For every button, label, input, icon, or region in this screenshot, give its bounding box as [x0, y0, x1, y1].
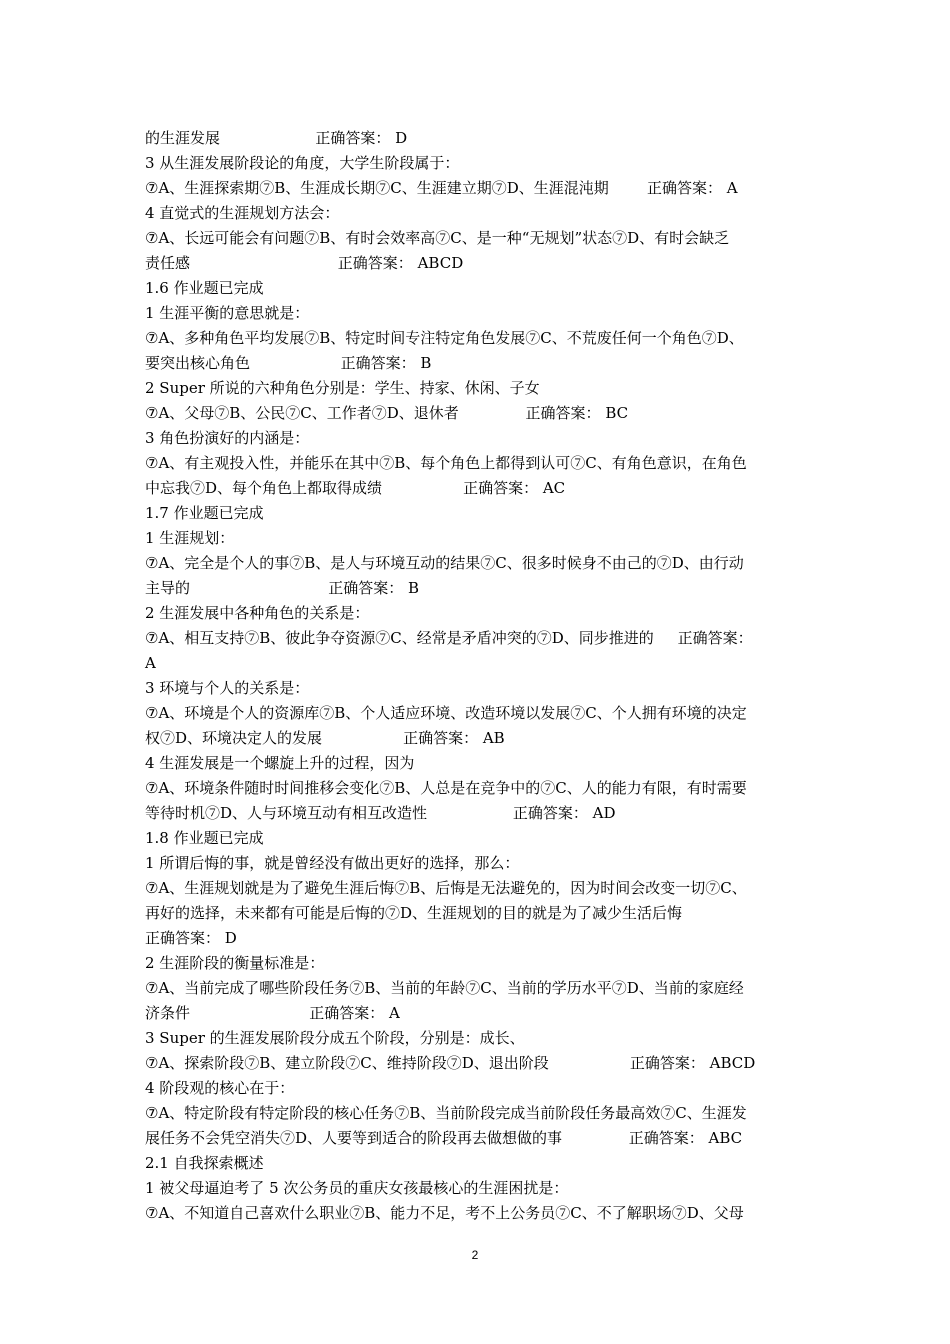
text-line: ⑦A、有主观投入性，并能乐在其中⑦B、每个角色上都得到认可⑦C、有角色意识，在角色	[145, 454, 747, 472]
text-line: ⑦A、环境条件随时时间推移会变化⑦B、人总是在竞争中的⑦C、人的能力有限，有时需要	[145, 779, 747, 797]
text-line: ⑦A、多种角色平均发展⑦B、特定时间专注特定角色发展⑦C、不荒废任何一个角色⑦D、	[145, 329, 744, 347]
text-line: 权⑦D、环境决定人的发展 正确答案： AB	[145, 729, 505, 747]
text-line: ⑦A、完全是个人的事⑦B、是人与环境互动的结果⑦C、很多时候身不由己的⑦D、由行动	[145, 554, 744, 572]
text-line: 4 阶段观的核心在于：	[145, 1079, 295, 1097]
text-line: ⑦A、生涯规划就是为了避免生涯后悔⑦B、后悔是无法避免的，因为时间会改变一切⑦C、	[145, 879, 747, 897]
text-line: ⑦A、当前完成了哪些阶段任务⑦B、当前的年龄⑦C、当前的学历水平⑦D、当前的家庭经	[145, 979, 744, 997]
text-line: 的生涯发展 正确答案： D	[145, 129, 408, 147]
text-line: 3 Super 的生涯发展阶段分成五个阶段，分别是：成长、	[145, 1029, 525, 1047]
text-line: 2.1 自我探索概述	[145, 1154, 264, 1172]
text-line: ⑦A、环境是个人的资源库⑦B、个人适应环境、改造环境以发展⑦C、个人拥有环境的决定	[145, 704, 747, 722]
text-line: 4 直觉式的生涯规划方法会：	[145, 204, 340, 222]
text-line: 1 所谓后悔的事，就是曾经没有做出更好的选择，那么：	[145, 854, 520, 872]
text-line: 等待时机⑦D、人与环境互动有相互改造性 正确答案： AD	[145, 804, 616, 822]
text-line: 要突出核心角色 正确答案： B	[145, 354, 432, 372]
text-line: ⑦A、不知道自己喜欢什么职业⑦B、能力不足，考不上公务员⑦C、不了解职场⑦D、父母	[145, 1204, 744, 1222]
text-line: 再好的选择，未来都有可能是后悔的⑦D、生涯规划的目的就是为了减少生活后悔	[145, 904, 683, 922]
text-line: 正确答案： D	[145, 929, 237, 947]
text-line: 1 生涯平衡的意思就是：	[145, 304, 310, 322]
text-line: 3 角色扮演好的内涵是：	[145, 429, 310, 447]
text-line: 2 生涯发展中各种角色的关系是：	[145, 604, 370, 622]
text-line: ⑦A、特定阶段有特定阶段的核心任务⑦B、当前阶段完成当前阶段任务最高效⑦C、生涯发	[145, 1104, 747, 1122]
text-line: 3 从生涯发展阶段论的角度，大学生阶段属于：	[145, 154, 460, 172]
text-line: 4 生涯发展是一个螺旋上升的过程，因为	[145, 754, 415, 772]
text-line: 主导的 正确答案： B	[145, 579, 420, 597]
text-line: 2 Super 所说的六种角色分别是：学生、持家、休闲、子女	[145, 379, 540, 397]
text-line: 展任务不会凭空消失⑦D、人要等到适合的阶段再去做想做的事 正确答案： ABC	[145, 1129, 743, 1147]
document-body	[145, 126, 815, 1226]
text-line: 济条件 正确答案： A	[145, 1004, 400, 1022]
page-number: 2	[471, 1248, 479, 1262]
text-line: ⑦A、生涯探索期⑦B、生涯成长期⑦C、生涯建立期⑦D、生涯混沌期 正确答案： A	[145, 179, 738, 197]
text-line: 责任感 正确答案： ABCD	[145, 254, 464, 272]
text-line: 1.8 作业题已完成	[145, 829, 264, 847]
text-line: 中忘我⑦D、每个角色上都取得成绩 正确答案： AC	[145, 479, 566, 497]
text-line: 3 环境与个人的关系是：	[145, 679, 310, 697]
text-line: ⑦A、长远可能会有问题⑦B、有时会效率高⑦C、是一种“无规划”状态⑦D、有时会缺乏	[145, 229, 730, 247]
text-line: 1 被父母逼迫考了 5 次公务员的重庆女孩最核心的生涯困扰是：	[145, 1179, 569, 1197]
text-line: 1 生涯规划：	[145, 529, 235, 547]
text-line: 2 生涯阶段的衡量标准是：	[145, 954, 325, 972]
text-line: ⑦A、父母⑦B、公民⑦C、工作者⑦D、退休者 正确答案： BC	[145, 404, 629, 422]
text-line: ⑦A、探索阶段⑦B、建立阶段⑦C、维持阶段⑦D、退出阶段 正确答案： ABCD	[145, 1054, 756, 1072]
text-line: A	[145, 654, 156, 672]
text-line: 1.7 作业题已完成	[145, 504, 264, 522]
text-line: ⑦A、相互支持⑦B、彼此争夺资源⑦C、经常是矛盾冲突的⑦D、同步推进的 正确答案：	[145, 629, 753, 647]
text-line: 1.6 作业题已完成	[145, 279, 264, 297]
